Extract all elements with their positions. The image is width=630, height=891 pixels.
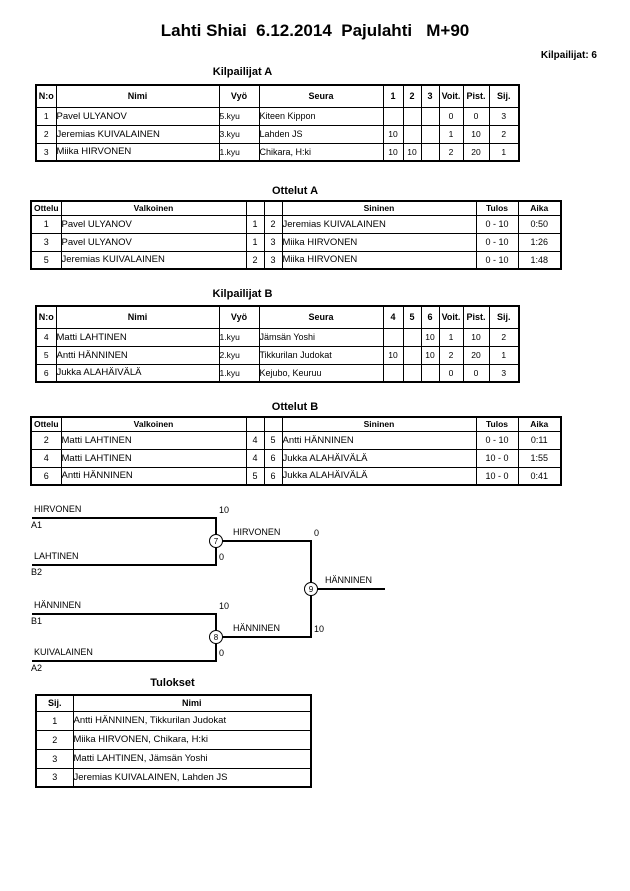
pool-a-table — [35, 84, 520, 162]
bracket-score: 10 — [219, 601, 230, 611]
col-match-5: 5 — [403, 306, 421, 328]
bracket-winner-name: HÄNNINEN — [325, 575, 373, 585]
match-no-cell: 2 — [31, 431, 61, 449]
wins-cell: 2 — [439, 143, 463, 161]
col-match-2: 2 — [403, 85, 421, 107]
name-cell: Jeremias KUIVALAINEN — [56, 125, 219, 143]
belt-cell: 1.kyu — [219, 364, 259, 382]
name-cell: Antti HÄNNINEN — [56, 346, 219, 364]
col-place: Sij. — [36, 695, 73, 711]
match-number-badge: 7 — [209, 534, 223, 548]
competitors-count: Kilpailijat: 6 — [540, 50, 597, 61]
belt-cell: 3.kyu — [219, 125, 259, 143]
bracket-line — [32, 517, 215, 519]
col-points: Pist. — [463, 85, 489, 107]
col-match: Ottelu — [31, 201, 61, 215]
matches-a-heading: Ottelut A — [271, 185, 319, 197]
result-cell: 0 - 10 — [476, 251, 518, 269]
points-cell: 20 — [463, 346, 489, 364]
club-cell: Chikara, H:ki — [259, 143, 383, 161]
points-cell: 10 — [463, 125, 489, 143]
place-cell: 3 — [489, 107, 519, 125]
table-row — [31, 431, 561, 449]
table-row — [36, 143, 519, 161]
col-blue: Sininen — [282, 201, 476, 215]
belt-cell: 1.kyu — [219, 143, 259, 161]
match-number-badge: 9 — [304, 582, 318, 596]
place-cell: 2 — [36, 730, 73, 749]
white-no-cell: 5 — [246, 467, 264, 485]
white-cell: Pavel ULYANOV — [61, 233, 246, 251]
score-cell: 10 — [421, 346, 439, 364]
result-cell: 0 - 10 — [476, 233, 518, 251]
no-cell: 5 — [36, 346, 56, 364]
col-no: N:o — [36, 85, 56, 107]
result-cell: 10 - 0 — [476, 449, 518, 467]
col-match-4: 4 — [383, 306, 403, 328]
blue-no-cell: 6 — [264, 467, 282, 485]
table-row — [36, 711, 311, 730]
time-cell: 1:48 — [518, 251, 561, 269]
score-cell — [383, 364, 403, 382]
bracket-score: 10 — [219, 505, 230, 515]
elimination-bracket — [0, 495, 630, 685]
score-cell: 10 — [421, 328, 439, 346]
wins-cell: 2 — [439, 346, 463, 364]
col-white-no — [246, 417, 264, 431]
bracket-line — [215, 540, 310, 542]
score-cell: 10 — [383, 346, 403, 364]
bracket-seed: A1 — [31, 520, 43, 530]
page-title: Lahti Shiai 6.12.2014 Pajulahti M+90 — [160, 21, 470, 40]
col-match: Ottelu — [31, 417, 61, 431]
name-cell: Jukka ALAHÄIVÄLÄ — [56, 364, 219, 382]
col-name: Nimi — [73, 695, 311, 711]
blue-cell: Jukka ALAHÄIVÄLÄ — [282, 449, 476, 467]
col-match-1: 1 — [383, 85, 403, 107]
col-result: Tulos — [476, 201, 518, 215]
bracket-score: 0 — [314, 528, 320, 538]
match-no-cell: 4 — [31, 449, 61, 467]
matches-b-header-row — [31, 417, 561, 431]
table-row — [36, 125, 519, 143]
time-cell: 1:55 — [518, 449, 561, 467]
bracket-score: 0 — [219, 552, 225, 562]
pool-b-table — [35, 305, 520, 383]
club-cell: Kejubo, Keuruu — [259, 364, 383, 382]
table-row — [36, 107, 519, 125]
score-cell — [421, 107, 439, 125]
pool-a-header-row — [36, 85, 519, 107]
name-cell: Jeremias KUIVALAINEN, Lahden JS — [73, 768, 311, 787]
score-cell — [383, 328, 403, 346]
col-match-3: 3 — [421, 85, 439, 107]
place-cell: 1 — [489, 143, 519, 161]
col-club: Seura — [259, 306, 383, 328]
table-row — [36, 328, 519, 346]
result-cell: 10 - 0 — [476, 467, 518, 485]
col-wins: Voit. — [439, 85, 463, 107]
match-no-cell: 5 — [31, 251, 61, 269]
bracket-winner-name: HÄNNINEN — [233, 623, 281, 633]
col-place: Sij. — [489, 306, 519, 328]
match-no-cell: 1 — [31, 215, 61, 233]
time-cell: 0:41 — [518, 467, 561, 485]
match-no-cell: 3 — [31, 233, 61, 251]
table-row — [36, 768, 311, 787]
table-row — [31, 467, 561, 485]
place-cell: 2 — [489, 125, 519, 143]
wins-cell: 0 — [439, 364, 463, 382]
matches-a-header-row — [31, 201, 561, 215]
score-cell — [403, 107, 421, 125]
col-blue: Sininen — [282, 417, 476, 431]
time-cell: 0:50 — [518, 215, 561, 233]
table-row — [31, 449, 561, 467]
score-cell — [403, 364, 421, 382]
table-row — [36, 749, 311, 768]
table-row — [36, 346, 519, 364]
score-cell: 10 — [403, 143, 421, 161]
white-no-cell: 2 — [246, 251, 264, 269]
score-cell — [421, 143, 439, 161]
blue-no-cell: 2 — [264, 215, 282, 233]
blue-cell: Jeremias KUIVALAINEN — [282, 215, 476, 233]
blue-no-cell: 5 — [264, 431, 282, 449]
pool-b-heading: Kilpailijat B — [212, 288, 273, 300]
bracket-score: 10 — [314, 624, 325, 634]
match-number-badge: 8 — [209, 630, 223, 644]
score-cell: 10 — [383, 125, 403, 143]
col-blue-no — [264, 417, 282, 431]
white-no-cell: 4 — [246, 449, 264, 467]
col-name: Nimi — [56, 85, 219, 107]
bracket-seed: A2 — [31, 663, 43, 673]
score-cell — [421, 125, 439, 143]
col-time: Aika — [518, 417, 561, 431]
pool-b-header-row — [36, 306, 519, 328]
col-name: Nimi — [56, 306, 219, 328]
belt-cell: 1.kyu — [219, 328, 259, 346]
points-cell: 10 — [463, 328, 489, 346]
results-header-row — [36, 695, 311, 711]
wins-cell: 1 — [439, 328, 463, 346]
score-cell — [421, 364, 439, 382]
no-cell: 6 — [36, 364, 56, 382]
white-cell: Pavel ULYANOV — [61, 215, 246, 233]
col-blue-no — [264, 201, 282, 215]
col-white: Valkoinen — [61, 201, 246, 215]
table-row — [36, 364, 519, 382]
wins-cell: 1 — [439, 125, 463, 143]
blue-no-cell: 3 — [264, 251, 282, 269]
results-heading: Tulokset — [150, 677, 195, 689]
white-cell: Antti HÄNNINEN — [61, 467, 246, 485]
time-cell: 0:11 — [518, 431, 561, 449]
no-cell: 3 — [36, 143, 56, 161]
place-cell: 2 — [489, 328, 519, 346]
blue-cell: Jukka ALAHÄIVÄLÄ — [282, 467, 476, 485]
bracket-seed: B2 — [31, 567, 43, 577]
name-cell: Antti HÄNNINEN, Tikkurilan Judokat — [73, 711, 311, 730]
bracket-score: 0 — [219, 648, 225, 658]
white-no-cell: 1 — [246, 233, 264, 251]
score-cell — [403, 346, 421, 364]
name-cell: Miika HIRVONEN — [56, 143, 219, 161]
blue-cell: Antti HÄNNINEN — [282, 431, 476, 449]
club-cell: Jämsän Yoshi — [259, 328, 383, 346]
belt-cell: 5.kyu — [219, 107, 259, 125]
match-no-cell: 6 — [31, 467, 61, 485]
white-cell: Jeremias KUIVALAINEN — [61, 251, 246, 269]
bracket-line — [310, 588, 385, 590]
white-no-cell: 1 — [246, 215, 264, 233]
white-cell: Matti LAHTINEN — [61, 431, 246, 449]
table-row — [36, 730, 311, 749]
col-belt: Vyö — [219, 85, 259, 107]
blue-no-cell: 3 — [264, 233, 282, 251]
col-belt: Vyö — [219, 306, 259, 328]
col-white-no — [246, 201, 264, 215]
white-no-cell: 4 — [246, 431, 264, 449]
col-match-6: 6 — [421, 306, 439, 328]
bracket-seed: B1 — [31, 616, 43, 626]
table-row — [31, 233, 561, 251]
bracket-line — [32, 564, 215, 566]
place-cell: 3 — [36, 768, 73, 787]
bracket-player-name: HIRVONEN — [34, 504, 82, 514]
place-cell: 3 — [36, 749, 73, 768]
place-cell: 1 — [489, 346, 519, 364]
club-cell: Tikkurilan Judokat — [259, 346, 383, 364]
place-cell: 1 — [36, 711, 73, 730]
club-cell: Kiteen Kippon — [259, 107, 383, 125]
table-row — [31, 215, 561, 233]
club-cell: Lahden JS — [259, 125, 383, 143]
blue-no-cell: 6 — [264, 449, 282, 467]
name-cell: Matti LAHTINEN, Jämsän Yoshi — [73, 749, 311, 768]
bracket-player-name: LAHTINEN — [34, 551, 79, 561]
col-time: Aika — [518, 201, 561, 215]
no-cell: 4 — [36, 328, 56, 346]
col-result: Tulos — [476, 417, 518, 431]
bracket-line — [32, 660, 215, 662]
points-cell: 20 — [463, 143, 489, 161]
bracket-player-name: HÄNNINEN — [34, 600, 82, 610]
score-cell — [383, 107, 403, 125]
time-cell: 1:26 — [518, 233, 561, 251]
no-cell: 1 — [36, 107, 56, 125]
result-cell: 0 - 10 — [476, 431, 518, 449]
col-place: Sij. — [489, 85, 519, 107]
points-cell: 0 — [463, 107, 489, 125]
name-cell: Miika HIRVONEN, Chikara, H:ki — [73, 730, 311, 749]
wins-cell: 0 — [439, 107, 463, 125]
col-wins: Voit. — [439, 306, 463, 328]
name-cell: Matti LAHTINEN — [56, 328, 219, 346]
points-cell: 0 — [463, 364, 489, 382]
bracket-winner-name: HIRVONEN — [233, 527, 281, 537]
no-cell: 2 — [36, 125, 56, 143]
score-cell — [403, 125, 421, 143]
col-no: N:o — [36, 306, 56, 328]
bracket-player-name: KUIVALAINEN — [34, 647, 93, 657]
bracket-line — [215, 636, 310, 638]
bracket-line — [32, 613, 215, 615]
blue-cell: Miika HIRVONEN — [282, 251, 476, 269]
matches-b-heading: Ottelut B — [271, 401, 319, 413]
col-white: Valkoinen — [61, 417, 246, 431]
score-cell — [403, 328, 421, 346]
col-points: Pist. — [463, 306, 489, 328]
table-row — [31, 251, 561, 269]
matches-b-table — [30, 416, 562, 486]
score-cell: 10 — [383, 143, 403, 161]
results-table — [35, 694, 312, 788]
matches-a-table — [30, 200, 562, 270]
belt-cell: 2.kyu — [219, 346, 259, 364]
name-cell: Pavel ULYANOV — [56, 107, 219, 125]
result-cell: 0 - 10 — [476, 215, 518, 233]
white-cell: Matti LAHTINEN — [61, 449, 246, 467]
blue-cell: Miika HIRVONEN — [282, 233, 476, 251]
place-cell: 3 — [489, 364, 519, 382]
col-club: Seura — [259, 85, 383, 107]
pool-a-heading: Kilpailijat A — [212, 66, 273, 78]
